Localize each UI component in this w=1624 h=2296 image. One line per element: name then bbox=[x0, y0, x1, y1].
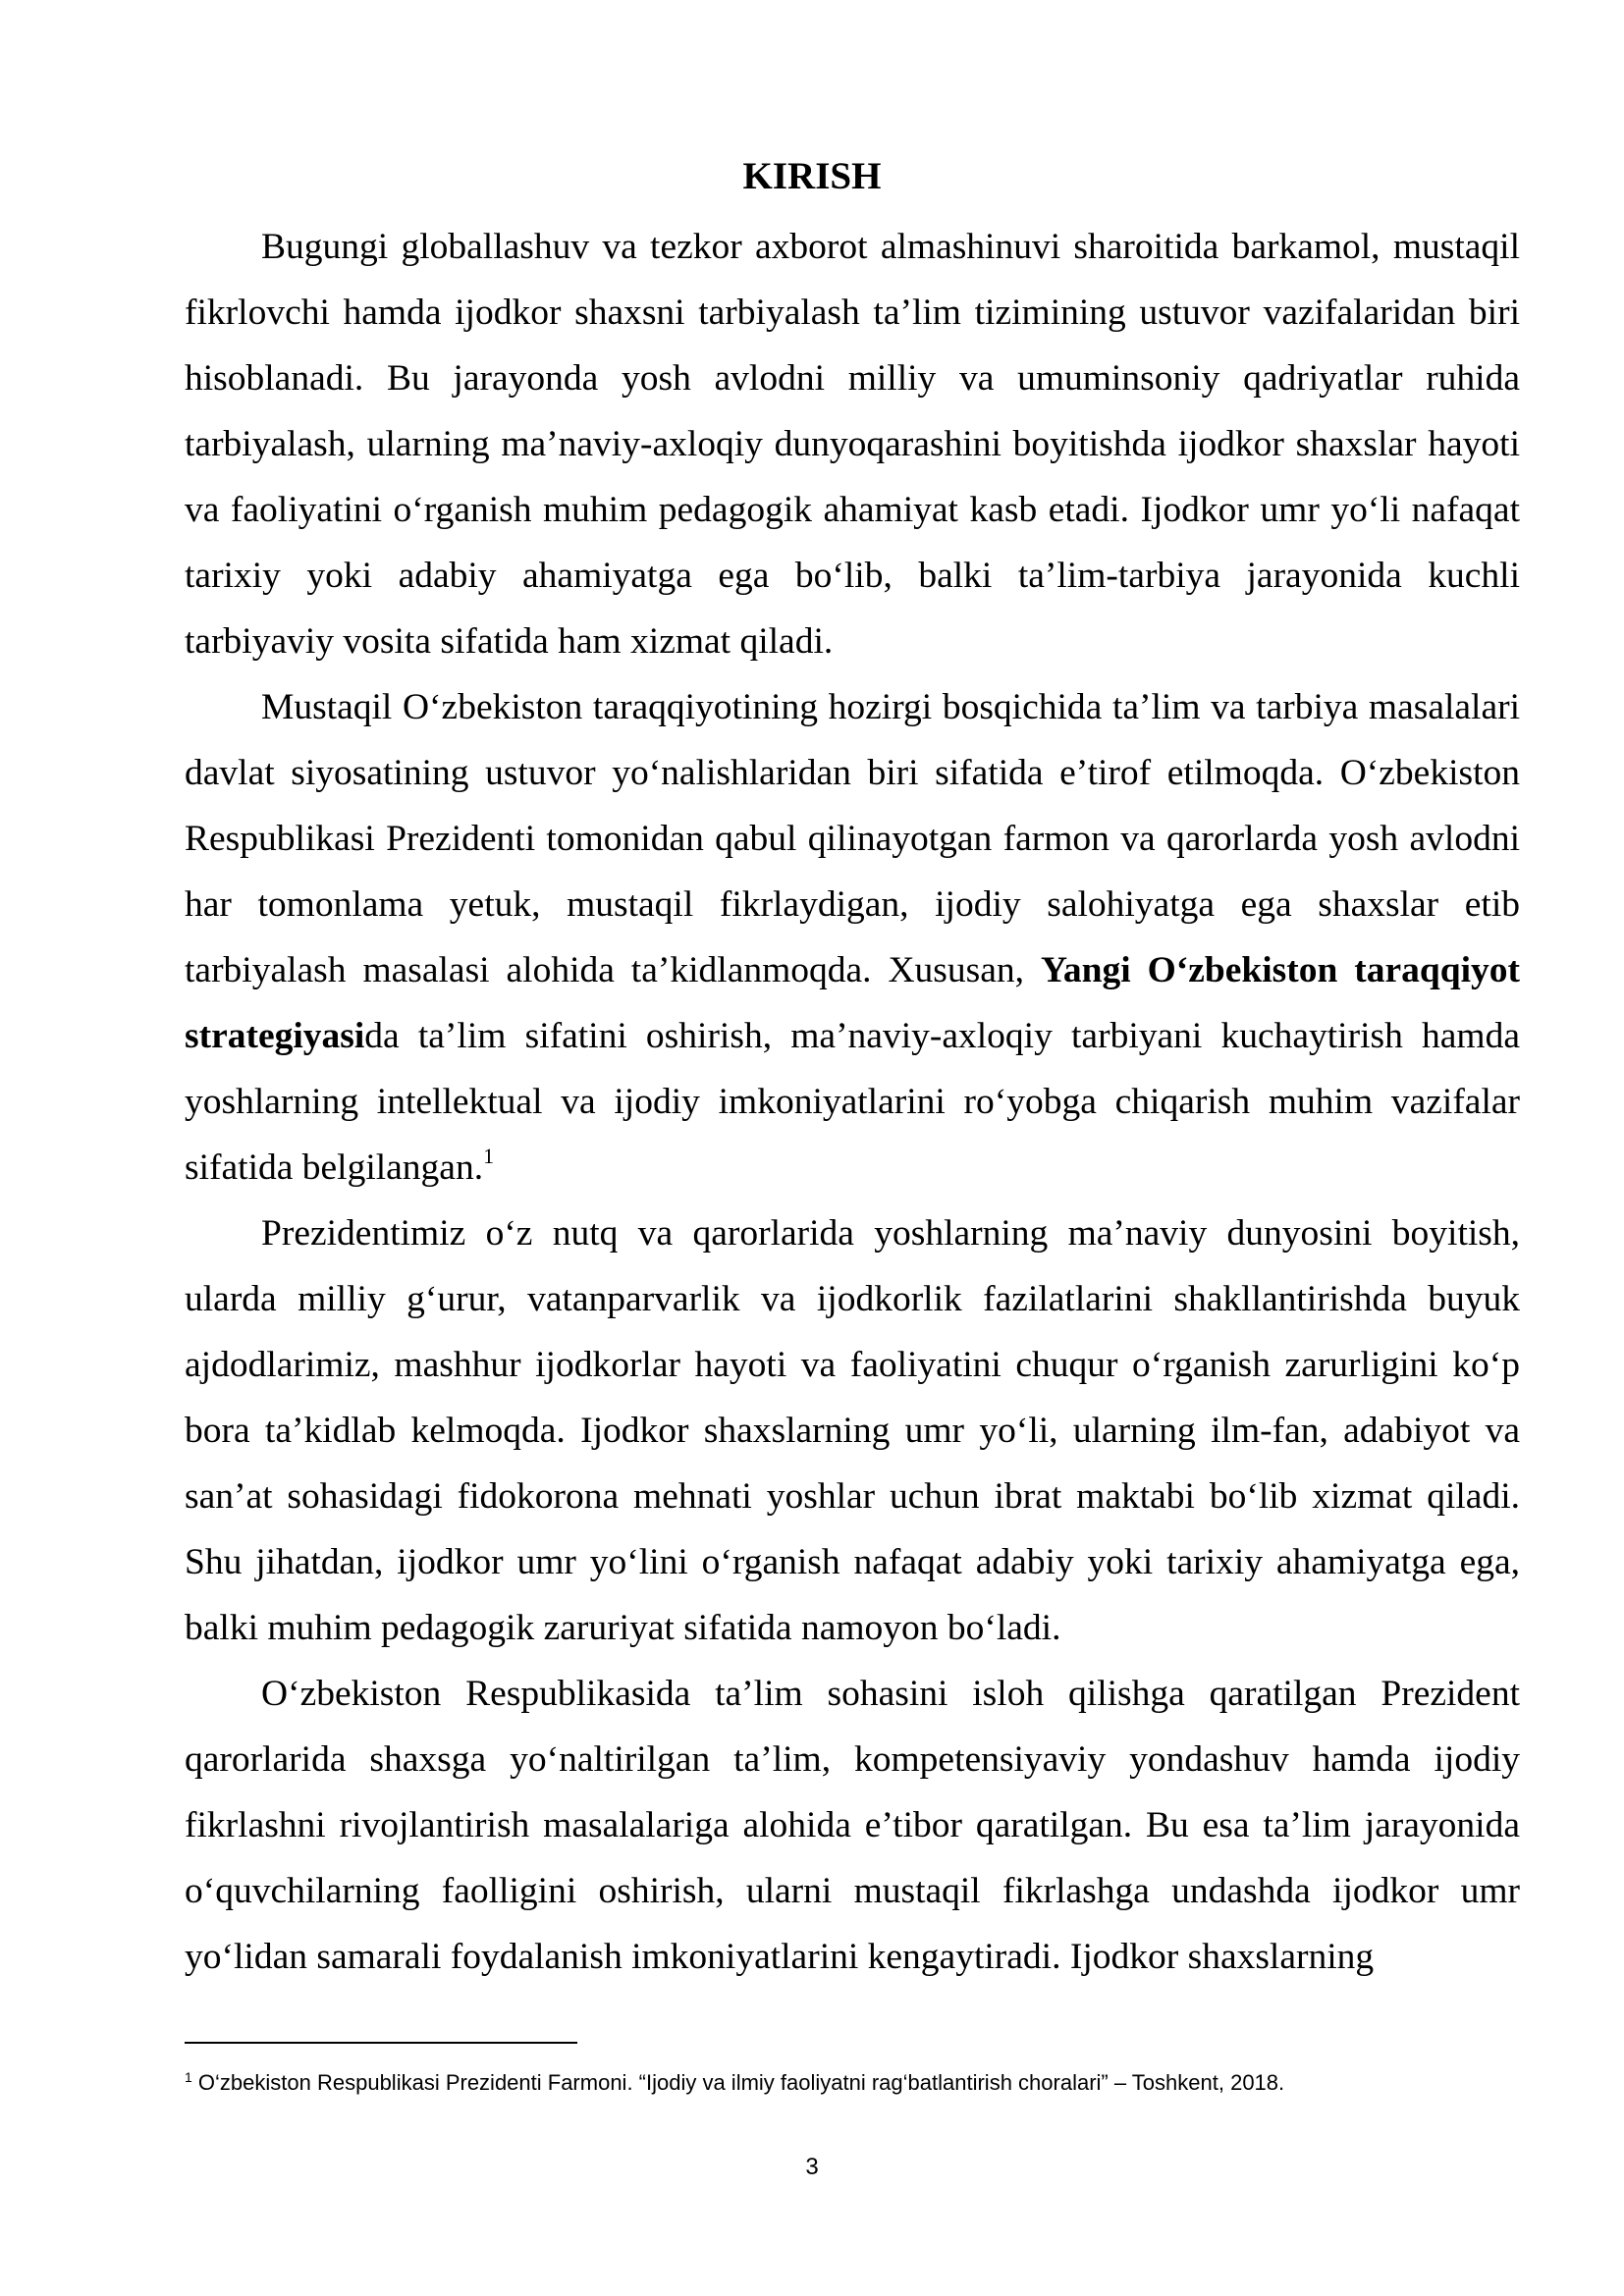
footnote-number: 1 bbox=[185, 2069, 192, 2085]
paragraph-2-text-end: da ta’lim sifatini oshirish, ma’naviy-axloqiy tarbiyani kuchaytirish hamda yoshlarning intellektual va ijodiy imkoniyatlarini ro‘yobga chiqarish muhim vazifalar sifatida belgilangan. bbox=[185, 1016, 1520, 1188]
paragraph-1: Bugungi globallashuv va tezkor axborot almashinuvi sharoitida barkamol, mustaqil fikrlovchi hamda ijodkor shaxsni tarbiyalash ta’lim tizimining ustuvor vazifalaridan biri hisoblanadi. Bu jarayonda yosh avlodni milliy va umuminsoniy qadriyatlar ruhida tarbiyalash, ularning ma’naviy-axloqiy dunyoqarashini boyitishda ijodkor shaxslar hayoti va faoliyatini o‘rganish muhim pedagogik ahamiyat kasb etadi. Ijodkor umr yo‘li nafaqat tarixiy yoki adabiy ahamiyatga ega bo‘lib, balki ta’lim-tarbiya jarayonida kuchli tarbiyaviy vosita sifatida ham xizmat qiladi. bbox=[185, 227, 1520, 662]
paragraph-2-text-start: Mustaqil O‘zbekiston taraqqiyotining hozirgi bosqichida ta’lim va tarbiya masalalari davlat siyosatining ustuvor yo‘nalishlaridan biri sifatida e’tirof etilmoqda. O‘zbekiston Respublikasi Prezidenti tomonidan qabul qilinayotgan farmon va qarorlarda yosh avlodni har tomonlama yetuk, mustaqil fikrlaydigan, ijodiy salohiyatga ega shaxslar etib tarbiyalash masalasi alohida ta’kidlanmoqda. Xususan, bbox=[185, 687, 1520, 990]
footnote-text: O‘zbekiston Respublikasi Prezidenti Farmoni. “Ijodiy va ilmiy faoliyatni rag‘batlantirish choralari” – Toshkent, 2018. bbox=[197, 2070, 1285, 2095]
page-title: KIRISH bbox=[742, 155, 882, 197]
body-text bbox=[185, 214, 1520, 1990]
footnote-separator bbox=[185, 2042, 577, 2044]
page-number: 3 bbox=[805, 2154, 819, 2180]
footnote bbox=[185, 2067, 1520, 2099]
paragraph-3: Prezidentimiz o‘z nutq va qarorlarida yoshlarning ma’naviy dunyosini boyitish, ularda milliy g‘urur, vatanparvarlik va ijodkorlik fazilatlarini shakllantirishda buyuk ajdodlarimiz, mashhur ijodkorlar hayoti va faoliyatini chuqur o‘rganish zarurligini ko‘p bora ta’kidlab kelmoqda. Ijodkor shaxslarning umr yo‘li, ularning ilm-fan, adabiyot va san’at sohasidagi fidokorona mehnati yoshlar uchun ibrat maktabi bo‘lib xizmat qiladi. Shu jihatdan, ijodkor umr yo‘lini o‘rganish nafaqat adabiy yoki tarixiy ahamiyatga ega, balki muhim pedagogik zaruriyat sifatida namoyon bo‘ladi. bbox=[185, 1213, 1520, 1648]
footnote-reference: 1 bbox=[483, 1144, 495, 1168]
paragraph-2 bbox=[185, 674, 1520, 1201]
strategy-title-bold: Yangi O‘zbekiston taraqqiyot strategiyasi bbox=[185, 950, 1521, 1056]
paragraph-4: O‘zbekiston Respublikasida ta’lim sohasini isloh qilishga qaratilgan Prezident qarorlarida shaxsga yo‘naltirilgan ta’lim, kompetensiyaviy yondashuv hamda ijodiy fikrlashni rivojlantirish masalalariga alohida e’tibor qaratilgan. Bu esa ta’lim jarayonida o‘quvchilarning faolligini oshirish, ularni mustaqil fikrlashga undashda ijodkor umr yo‘lidan samarali foydalanish imkoniyatlarini kengaytiradi. Ijodkor shaxslarning bbox=[185, 1674, 1520, 1977]
